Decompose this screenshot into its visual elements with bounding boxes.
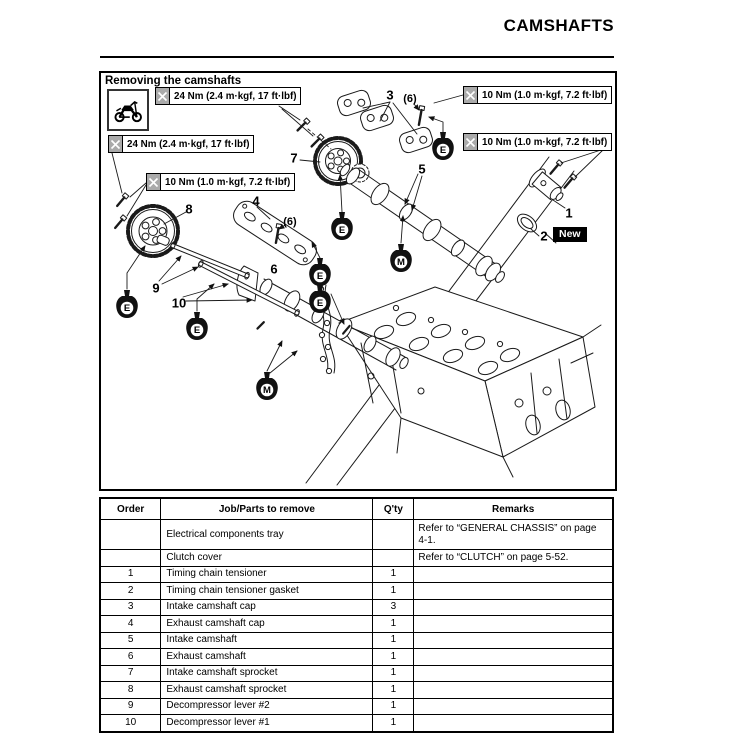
cell-job: Exhaust camshaft sprocket bbox=[161, 682, 373, 699]
cell-job: Intake camshaft bbox=[161, 632, 373, 649]
callout-qty-6: (6) bbox=[403, 93, 417, 105]
cell-remarks bbox=[414, 566, 613, 583]
col-qty: Q'ty bbox=[373, 498, 414, 520]
torque-wrench-icon bbox=[156, 88, 170, 104]
cell-order: 10 bbox=[100, 715, 161, 732]
table-row bbox=[100, 649, 613, 666]
cell-order: 4 bbox=[100, 616, 161, 633]
callout-2: 2 bbox=[540, 228, 548, 244]
page-title: CAMSHAFTS bbox=[503, 16, 614, 35]
cell-order: 6 bbox=[100, 649, 161, 666]
cell-qty: 1 bbox=[373, 715, 414, 732]
table-row bbox=[100, 520, 613, 550]
cell-order bbox=[100, 520, 161, 550]
torque-spec-label bbox=[155, 87, 301, 105]
table-row bbox=[100, 566, 613, 583]
oil-mark-letter: E bbox=[338, 224, 346, 236]
col-remarks: Remarks bbox=[414, 498, 613, 520]
cell-job: Clutch cover bbox=[161, 550, 373, 567]
engine-oil-icon bbox=[185, 311, 209, 341]
cell-qty bbox=[373, 550, 414, 567]
parts-table bbox=[99, 497, 614, 733]
table-row bbox=[100, 616, 613, 633]
cell-remarks bbox=[414, 632, 613, 649]
removal-diagram-panel bbox=[99, 71, 617, 491]
torque-spec-label bbox=[108, 135, 254, 153]
torque-spec-text: 24 Nm (2.4 m·kgf, 17 ft·lbf) bbox=[174, 90, 297, 102]
molybdenum-oil-icon bbox=[255, 371, 279, 401]
cell-remarks: Refer to “CLUTCH” on page 5-52. bbox=[414, 550, 613, 567]
engine-oil-icon bbox=[308, 284, 332, 314]
torque-spec-label bbox=[463, 86, 612, 104]
title-divider bbox=[100, 56, 614, 58]
cell-job: Intake camshaft sprocket bbox=[161, 665, 373, 682]
cell-remarks bbox=[414, 715, 613, 732]
cell-qty: 1 bbox=[373, 616, 414, 633]
cell-qty: 3 bbox=[373, 599, 414, 616]
motorcycle-icon bbox=[112, 96, 144, 124]
cell-remarks bbox=[414, 649, 613, 666]
cell-remarks bbox=[414, 583, 613, 600]
torque-spec-label bbox=[463, 133, 612, 151]
callout-3: 3 bbox=[386, 87, 394, 103]
cell-remarks bbox=[414, 599, 613, 616]
callout-7: 7 bbox=[290, 150, 298, 166]
diagram-title: Removing the camshafts bbox=[105, 75, 242, 87]
oil-mark-letter: E bbox=[193, 324, 201, 336]
cell-order: 2 bbox=[100, 583, 161, 600]
oil-mark-letter: E bbox=[439, 144, 447, 156]
callout-10: 10 bbox=[171, 295, 187, 311]
molybdenum-oil-icon bbox=[389, 243, 413, 273]
cell-job: Decompressor lever #2 bbox=[161, 698, 373, 715]
cell-job: Timing chain tensioner gasket bbox=[161, 583, 373, 600]
col-order: Order bbox=[100, 498, 161, 520]
engine-oil-icon bbox=[308, 257, 332, 287]
callout-9: 9 bbox=[152, 280, 160, 296]
cell-remarks bbox=[414, 682, 613, 699]
cell-order: 5 bbox=[100, 632, 161, 649]
cell-order: 1 bbox=[100, 566, 161, 583]
cell-order bbox=[100, 550, 161, 567]
callout-6: 6 bbox=[270, 261, 278, 277]
cell-qty: 1 bbox=[373, 682, 414, 699]
cell-qty: 1 bbox=[373, 632, 414, 649]
cell-remarks bbox=[414, 698, 613, 715]
table-row bbox=[100, 665, 613, 682]
table-row bbox=[100, 599, 613, 616]
table-row bbox=[100, 715, 613, 732]
oil-mark-letter: E bbox=[316, 270, 324, 282]
cell-remarks: Refer to “GENERAL CHASSIS” on page 4-1. bbox=[414, 520, 613, 550]
callout-4: 4 bbox=[252, 193, 260, 209]
cell-job: Intake camshaft cap bbox=[161, 599, 373, 616]
torque-spec-label bbox=[146, 173, 295, 191]
cell-remarks bbox=[414, 665, 613, 682]
col-job: Job/Parts to remove bbox=[161, 498, 373, 520]
cell-order: 3 bbox=[100, 599, 161, 616]
new-part-badge: New bbox=[553, 227, 587, 242]
torque-wrench-icon bbox=[464, 87, 478, 103]
cell-qty: 1 bbox=[373, 583, 414, 600]
oil-mark-letter: M bbox=[263, 384, 271, 396]
cell-job: Exhaust camshaft bbox=[161, 649, 373, 666]
cell-remarks bbox=[414, 616, 613, 633]
engine-oil-icon bbox=[115, 289, 139, 319]
cell-order: 9 bbox=[100, 698, 161, 715]
torque-wrench-icon bbox=[109, 136, 123, 152]
torque-spec-text: 10 Nm (1.0 m·kgf, 7.2 ft·lbf) bbox=[165, 176, 291, 188]
motorcycle-icon-box bbox=[107, 89, 149, 131]
callout-5: 5 bbox=[418, 161, 426, 177]
cell-order: 7 bbox=[100, 665, 161, 682]
cell-qty: 1 bbox=[373, 665, 414, 682]
table-row bbox=[100, 583, 613, 600]
oil-mark-letter: E bbox=[123, 302, 131, 314]
torque-spec-text: 10 Nm (1.0 m·kgf, 7.2 ft·lbf) bbox=[482, 89, 608, 101]
cell-qty: 1 bbox=[373, 566, 414, 583]
cell-qty: 1 bbox=[373, 649, 414, 666]
oil-mark-letter: E bbox=[316, 297, 324, 309]
callout-qty-6b: (6) bbox=[283, 216, 297, 228]
torque-wrench-icon bbox=[464, 134, 478, 150]
cell-job: Decompressor lever #1 bbox=[161, 715, 373, 732]
torque-spec-text: 24 Nm (2.4 m·kgf, 17 ft·lbf) bbox=[127, 138, 250, 150]
cell-job: Exhaust camshaft cap bbox=[161, 616, 373, 633]
callout-8: 8 bbox=[185, 201, 193, 217]
torque-wrench-icon bbox=[147, 174, 161, 190]
cell-job: Electrical components tray bbox=[161, 520, 373, 550]
table-header-row bbox=[100, 498, 613, 520]
cell-qty: 1 bbox=[373, 698, 414, 715]
cell-job: Timing chain tensioner bbox=[161, 566, 373, 583]
torque-spec-text: 10 Nm (1.0 m·kgf, 7.2 ft·lbf) bbox=[482, 136, 608, 148]
cell-qty bbox=[373, 520, 414, 550]
table-row bbox=[100, 698, 613, 715]
callout-1: 1 bbox=[565, 205, 573, 221]
table-row bbox=[100, 682, 613, 699]
engine-oil-icon bbox=[330, 211, 354, 241]
cell-order: 8 bbox=[100, 682, 161, 699]
table-row bbox=[100, 550, 613, 567]
table-row bbox=[100, 632, 613, 649]
oil-mark-letter: M bbox=[397, 256, 405, 268]
engine-oil-icon bbox=[431, 131, 455, 161]
